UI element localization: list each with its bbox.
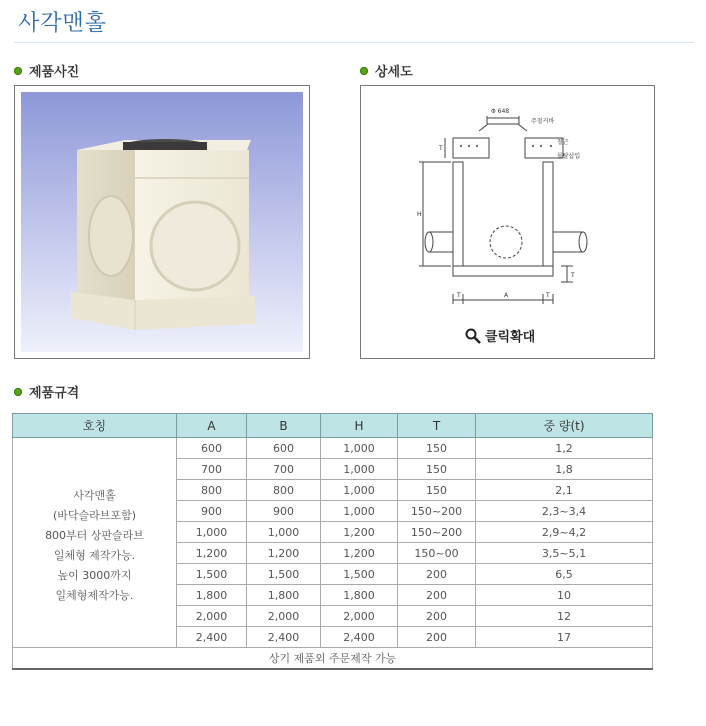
cover-label: 주철커바 [531,118,555,125]
cell-t: 150 [398,438,476,459]
cell-h: 1,500 [321,564,398,585]
section-photo-label: 제품사진 [29,65,80,80]
cell-weight: 1,2 [476,438,653,459]
product-photo [15,86,309,358]
section-detail-label: 상세도 [375,65,413,80]
cell-b: 2,000 [247,606,321,627]
cell-h: 2,400 [321,627,398,648]
page-title: 사각맨홀 [18,11,108,36]
name-line: (바닥슬라브포함) [53,508,136,522]
green-dot-icon [360,67,368,75]
cell-b: 1,800 [247,585,321,606]
cell-t: 150~200 [398,522,476,543]
zoom-button[interactable] [465,326,535,345]
cell-weight: 1,8 [476,459,653,480]
cell-a: 600 [177,438,247,459]
magnifier-icon [465,328,481,344]
zoom-label: 클릭확대 [485,330,536,345]
cell-a: 2,000 [177,606,247,627]
cell-h: 1,000 [321,459,398,480]
cell-h: 1,800 [321,585,398,606]
cell-b: 1,000 [247,522,321,543]
col-header-b: B [247,414,321,438]
spec-table [12,413,653,670]
dim-t-top: T [439,145,443,152]
section-spec-label: 제품규격 [29,386,80,401]
cell-b: 1,200 [247,543,321,564]
section-detail-heading [360,61,413,80]
rebar-dots [460,145,552,147]
col-header-name: 호칭 [13,414,177,438]
dim-t-bottom: T [571,272,575,279]
cell-t: 150 [398,459,476,480]
detail-drawing [361,86,654,358]
cell-weight: 2,1 [476,480,653,501]
cell-h: 1,200 [321,522,398,543]
dim-t-left: T [457,292,461,299]
cell-h: 1,000 [321,480,398,501]
cell-t: 150~00 [398,543,476,564]
rebar-label: 철근 [557,139,569,146]
table-note: 상기 제품외 주문제작 가능 [13,648,653,670]
cell-t: 200 [398,585,476,606]
cell-b: 700 [247,459,321,480]
cell-weight: 10 [476,585,653,606]
section-spec-heading [14,382,79,401]
table-row [13,438,653,459]
col-header-weight: 중 량(t) [476,414,653,438]
cell-weight: 12 [476,606,653,627]
cell-h: 1,000 [321,501,398,522]
cell-b: 900 [247,501,321,522]
green-dot-icon [14,67,22,75]
section-photo-heading [14,61,79,80]
dim-phi-label: Φ 648 [491,108,510,115]
cell-weight: 3,5~5,1 [476,543,653,564]
name-line: 일체형 제작가능. [53,548,136,562]
cell-t: 200 [398,627,476,648]
col-header-h: H [321,414,398,438]
cell-h: 1,200 [321,543,398,564]
cell-a: 900 [177,501,247,522]
dim-h: H [417,211,422,218]
col-header-a: A [177,414,247,438]
cell-weight: 17 [476,627,653,648]
cell-a: 1,200 [177,543,247,564]
cell-weight: 2,9~4,2 [476,522,653,543]
mortar-label: 몰탈삽입 [557,153,581,160]
green-dot-icon [14,388,22,396]
cell-weight: 2,3~3,4 [476,501,653,522]
cell-b: 600 [247,438,321,459]
cell-a: 2,400 [177,627,247,648]
cell-weight: 6,5 [476,564,653,585]
cell-t: 200 [398,606,476,627]
cell-a: 700 [177,459,247,480]
dim-t-right: T [546,292,550,299]
cell-h: 2,000 [321,606,398,627]
product-photo-frame [14,85,310,359]
cell-a: 1,000 [177,522,247,543]
cell-a: 1,500 [177,564,247,585]
name-line: 사각맨홀 [73,488,116,502]
name-line: 높이 3000까지 [57,568,132,582]
cell-t: 150~200 [398,501,476,522]
detail-drawing-frame [360,85,655,359]
cell-a: 800 [177,480,247,501]
cell-b: 2,400 [247,627,321,648]
cell-b: 1,500 [247,564,321,585]
product-name-cell [13,438,177,648]
name-line: 800부터 상판슬라브 [45,528,144,542]
spec-header-row [13,414,653,438]
cell-b: 800 [247,480,321,501]
name-line: 일체형제작가능. [55,588,134,602]
cell-a: 1,800 [177,585,247,606]
cell-h: 1,000 [321,438,398,459]
cell-t: 200 [398,564,476,585]
cell-t: 150 [398,480,476,501]
title-divider [14,42,694,43]
table-note-row [13,648,653,670]
col-header-t: T [398,414,476,438]
dim-a: A [504,292,509,299]
